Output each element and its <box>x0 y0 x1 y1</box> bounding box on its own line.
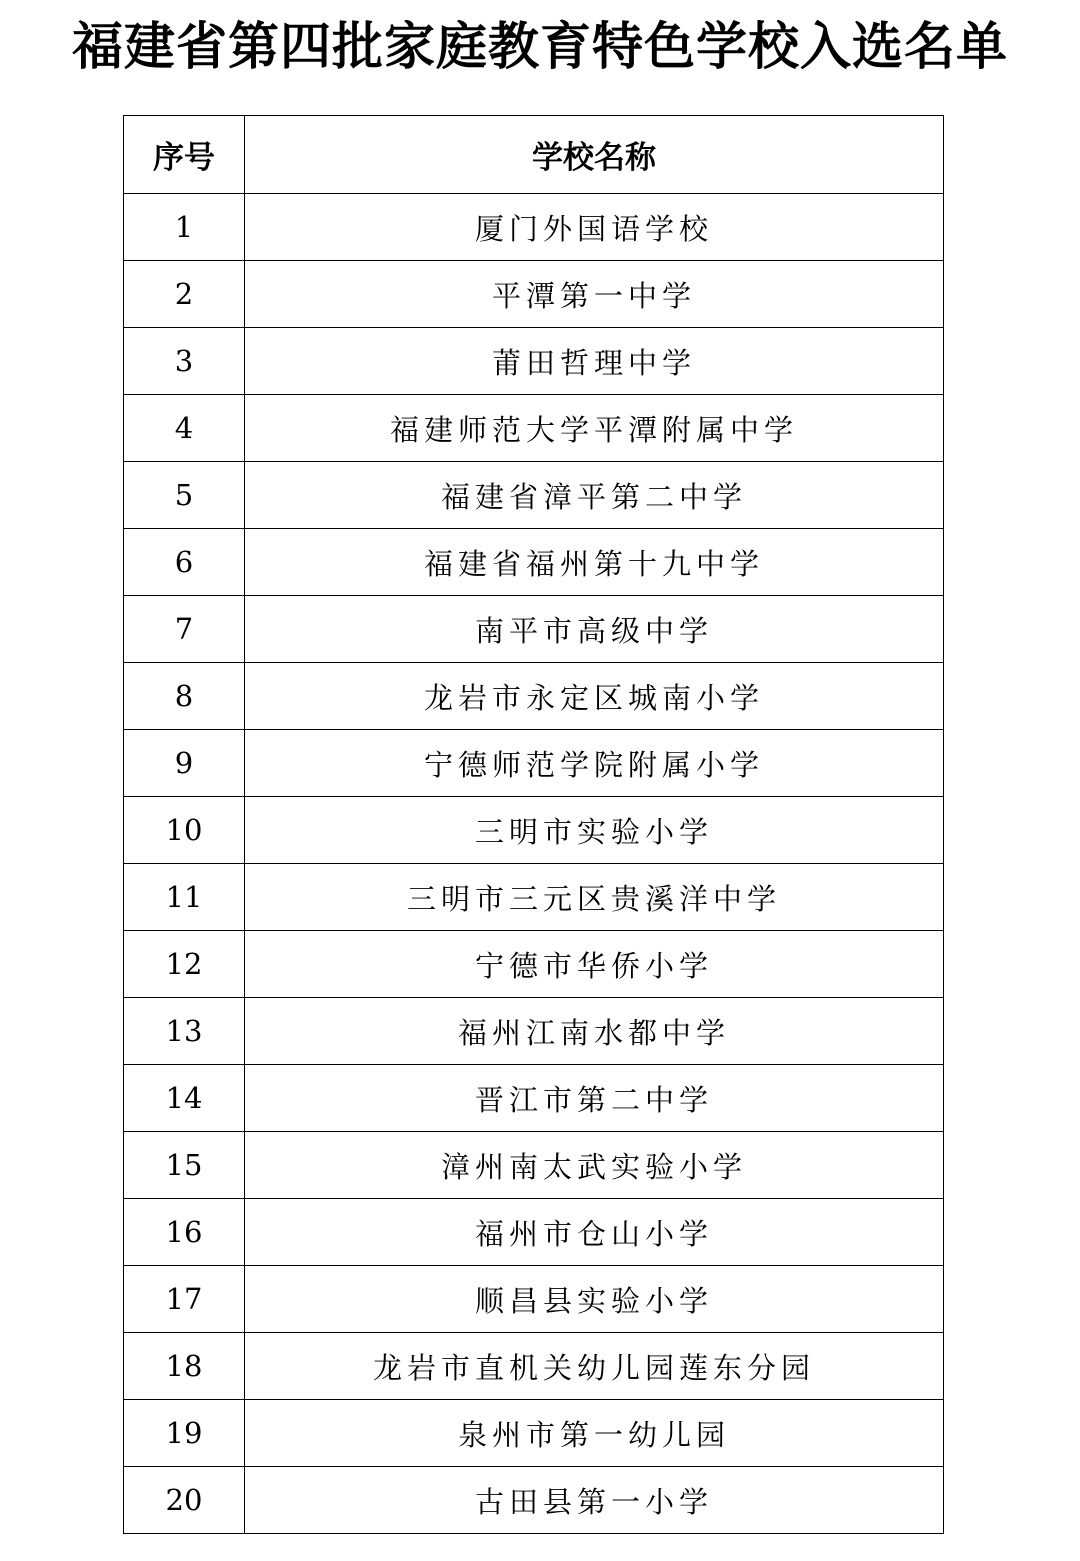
school-name-cell: 福建省福州第十九中学 <box>245 529 944 596</box>
school-name-cell: 三明市三元区贵溪洋中学 <box>245 864 944 931</box>
serial-number-cell: 20 <box>124 1467 245 1534</box>
school-name-cell: 福州江南水都中学 <box>245 998 944 1065</box>
school-name-cell: 龙岩市直机关幼儿园莲东分园 <box>245 1333 944 1400</box>
school-name-cell: 莆田哲理中学 <box>245 328 944 395</box>
school-name-cell: 厦门外国语学校 <box>245 194 944 261</box>
serial-number-cell: 1 <box>124 194 245 261</box>
serial-number-cell: 11 <box>124 864 245 931</box>
table-header-row <box>124 116 944 194</box>
page-title: 福建省第四批家庭教育特色学校入选名单 <box>71 18 1008 77</box>
school-name-cell: 龙岩市永定区城南小学 <box>245 663 944 730</box>
table-row <box>124 998 944 1065</box>
header-serial-number: 序号 <box>124 116 245 194</box>
serial-number-cell: 8 <box>124 663 245 730</box>
serial-number-cell: 6 <box>124 529 245 596</box>
table-row <box>124 261 944 328</box>
table-row <box>124 1400 944 1467</box>
table-row <box>124 462 944 529</box>
table-row <box>124 1132 944 1199</box>
table-body <box>124 194 944 1534</box>
table-row <box>124 1333 944 1400</box>
serial-number-cell: 7 <box>124 596 245 663</box>
school-name-cell: 宁德市华侨小学 <box>245 931 944 998</box>
table-row <box>124 328 944 395</box>
serial-number-cell: 3 <box>124 328 245 395</box>
serial-number-cell: 5 <box>124 462 245 529</box>
serial-number-cell: 12 <box>124 931 245 998</box>
serial-number-cell: 15 <box>124 1132 245 1199</box>
school-name-cell: 福建师范大学平潭附属中学 <box>245 395 944 462</box>
school-name-cell: 顺昌县实验小学 <box>245 1266 944 1333</box>
school-name-cell: 泉州市第一幼儿园 <box>245 1400 944 1467</box>
school-name-cell: 古田县第一小学 <box>245 1467 944 1534</box>
table-row <box>124 529 944 596</box>
table-row <box>124 395 944 462</box>
school-name-cell: 晋江市第二中学 <box>245 1065 944 1132</box>
serial-number-cell: 13 <box>124 998 245 1065</box>
school-name-cell: 宁德师范学院附属小学 <box>245 730 944 797</box>
table-row <box>124 1266 944 1333</box>
school-name-cell: 三明市实验小学 <box>245 797 944 864</box>
serial-number-cell: 4 <box>124 395 245 462</box>
table-row <box>124 194 944 261</box>
serial-number-cell: 9 <box>124 730 245 797</box>
table-row <box>124 1467 944 1534</box>
serial-number-cell: 2 <box>124 261 245 328</box>
school-name-cell: 福建省漳平第二中学 <box>245 462 944 529</box>
table-row <box>124 797 944 864</box>
school-name-cell: 漳州南太武实验小学 <box>245 1132 944 1199</box>
table-row <box>124 663 944 730</box>
school-name-cell: 平潭第一中学 <box>245 261 944 328</box>
serial-number-cell: 18 <box>124 1333 245 1400</box>
table-row <box>124 730 944 797</box>
table-row <box>124 596 944 663</box>
table-row <box>124 931 944 998</box>
serial-number-cell: 14 <box>124 1065 245 1132</box>
serial-number-cell: 19 <box>124 1400 245 1467</box>
school-list-table <box>123 115 944 1534</box>
header-school-name: 学校名称 <box>245 116 944 194</box>
serial-number-cell: 16 <box>124 1199 245 1266</box>
table-row <box>124 1199 944 1266</box>
serial-number-cell: 10 <box>124 797 245 864</box>
table-row <box>124 1065 944 1132</box>
school-name-cell: 南平市高级中学 <box>245 596 944 663</box>
table-row <box>124 864 944 931</box>
school-name-cell: 福州市仓山小学 <box>245 1199 944 1266</box>
serial-number-cell: 17 <box>124 1266 245 1333</box>
